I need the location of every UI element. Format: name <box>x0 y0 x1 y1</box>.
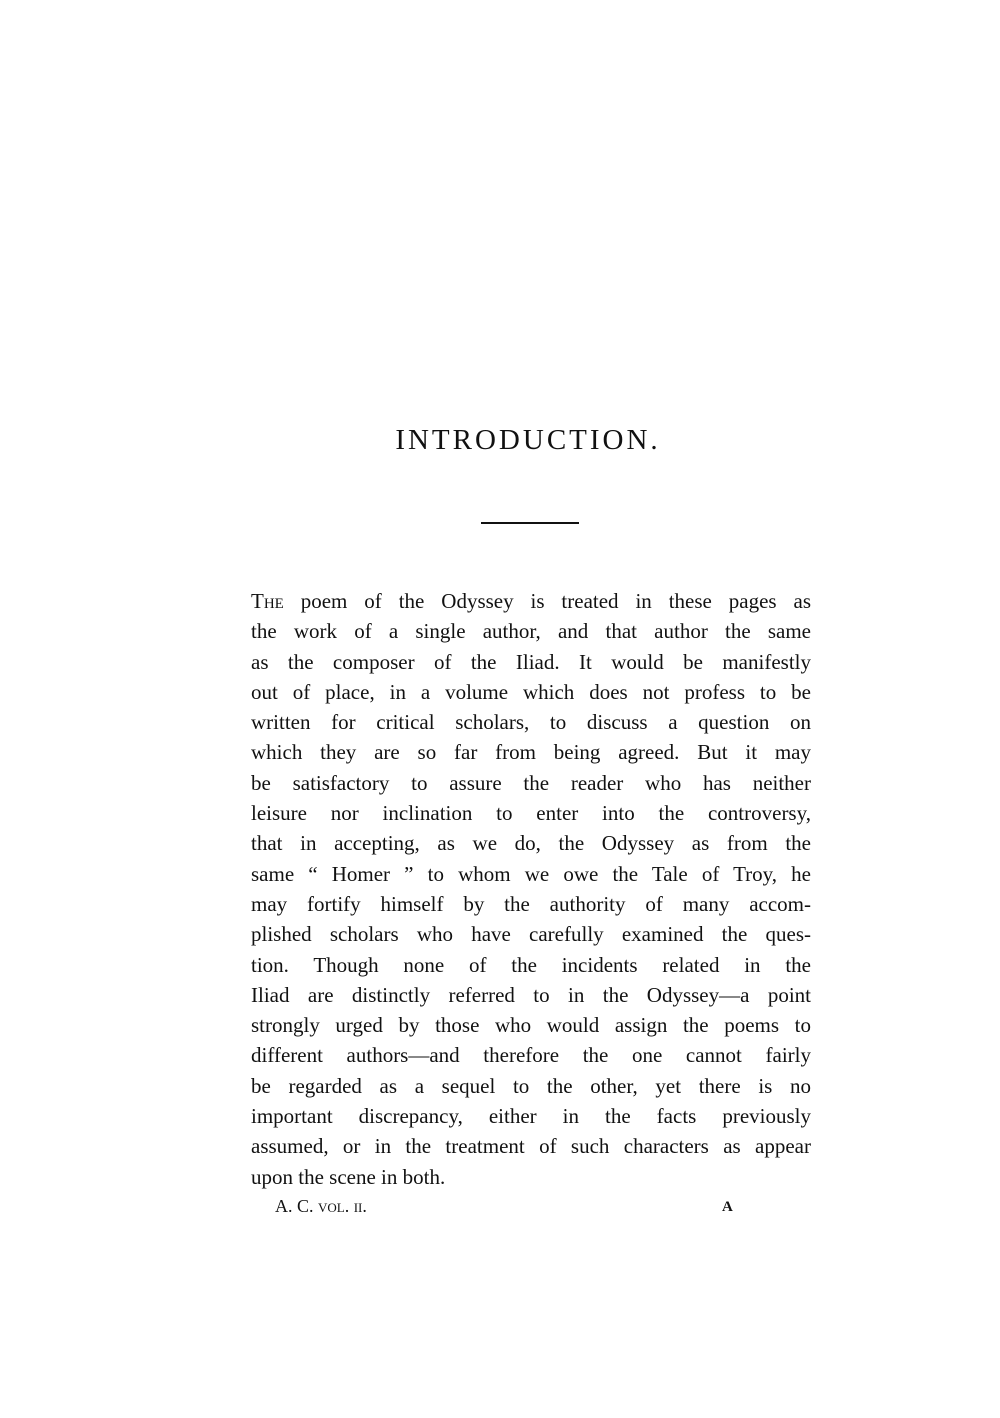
text-line: that in accepting, as we do, the Odyssey as from the <box>251 831 811 856</box>
text-line: The poem of the Odyssey is treated in these pages as <box>251 589 811 613</box>
text-line: strongly urged by those who would assign the poems to <box>251 1013 811 1038</box>
text-line: important discrepancy, either in the facts previously <box>251 1104 811 1129</box>
text-line: upon the scene in both. <box>251 1164 446 1189</box>
text-line: same “ Homer ” to whom we owe the Tale of Troy, he <box>251 861 811 886</box>
text-line: which they are so far from being agreed. But it may <box>251 740 811 765</box>
introduction-paragraph <box>251 586 811 1192</box>
text-line: leisure nor inclination to enter into the controversy, <box>251 801 811 826</box>
text-line: out of place, in a volume which does not profess to be <box>251 679 811 704</box>
text-line: be regarded as a sequel to the other, yet there is no <box>251 1073 811 1098</box>
text-line: assumed, or in the treatment of such characters as appear <box>251 1134 811 1159</box>
text-line: Iliad are distinctly referred to in the Odyssey—a point <box>251 982 811 1007</box>
text-line: different authors—and therefore the one cannot fairly <box>251 1043 811 1068</box>
text-line: tion. Though none of the incidents related in the <box>251 952 811 977</box>
text-line: as the composer of the Iliad. It would be manifestly <box>251 649 811 674</box>
text-line: the work of a single author, and that author the same <box>251 619 811 644</box>
drop-word: The <box>251 589 284 613</box>
text-line: be satisfactory to assure the reader who has neither <box>251 770 811 795</box>
text-line: plished scholars who have carefully examined the ques- <box>251 922 811 947</box>
text-line: written for critical scholars, to discuss a question on <box>251 710 811 735</box>
chapter-heading: INTRODUCTION. <box>395 424 661 456</box>
heading-rule <box>481 522 579 524</box>
volume-signature: A. C. vol. ii. <box>275 1196 367 1216</box>
sheet-mark: A <box>722 1199 733 1215</box>
text-line: may fortify himself by the authority of many accom- <box>251 891 811 916</box>
